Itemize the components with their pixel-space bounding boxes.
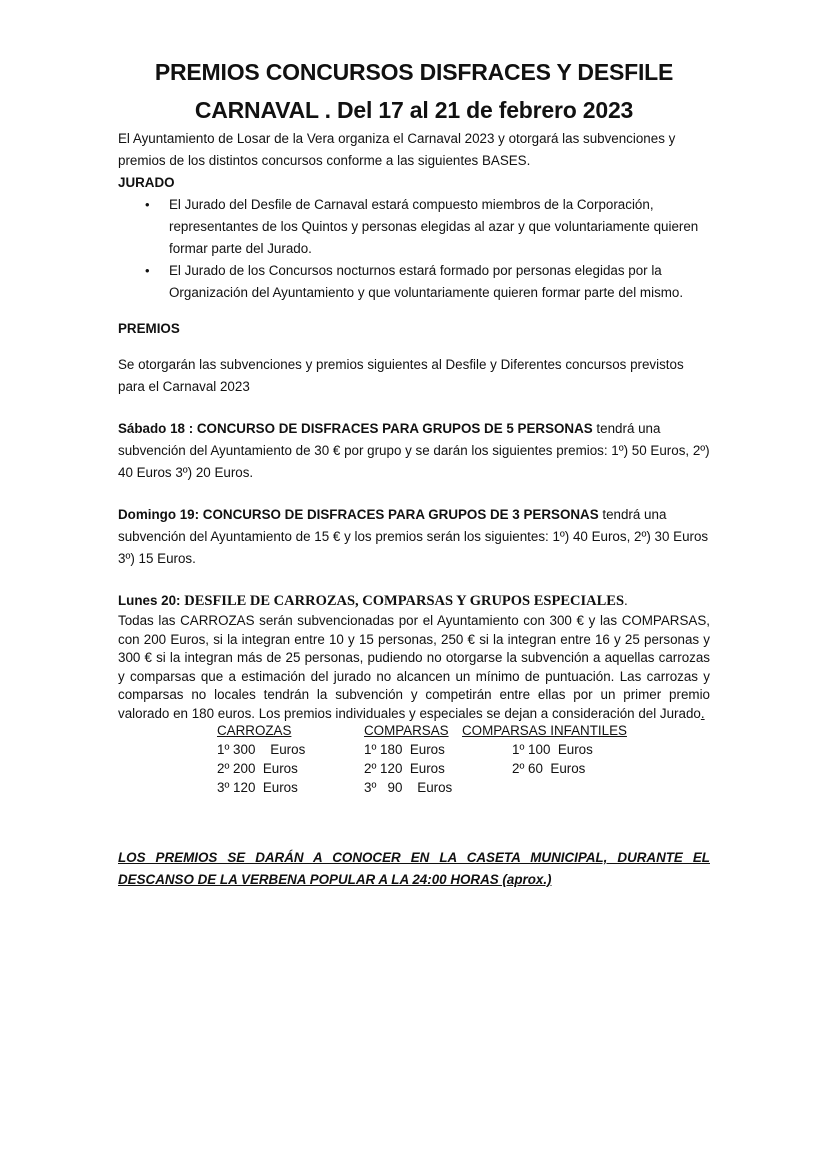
domingo-contest [118,504,710,570]
document-page [118,0,710,891]
jurado-item: • El Jurado de los Concursos nocturnos estará formado por personas elegidas por la Organización del Ayuntamiento y que voluntariamente quieren formar parte del mismo. [118,260,710,304]
intro-paragraph: El Ayuntamiento de Losar de la Vera organiza el Carnaval 2023 y otorgará las subvenciones y premios de los distintos concursos conforme a las siguientes BASES. [118,131,676,168]
comparsas-prize: 3º 90 Euros [364,780,453,795]
jurado-item: • El Jurado del Desfile de Carnaval estará compuesto miembros de la Corporación, representantes de los Quintos y personas elegidas al azar y que voluntariamente quieren formar parte del Jurado. [118,194,710,260]
infantiles-header: COMPARSAS INFANTILES [462,723,627,738]
lunes-paragraph: Todas las CARROZAS serán subvencionadas por el Ayuntamiento con 300 € y las COMPARSAS, con 200 Euros, si la integran entre 10 y 15 personas, 250 € si la integran entre 16 y 25 personas y 300 € si la integran más de 25 personas, pudiendo no otorgarse la subvención a aquellas carrozas y comparsas que a estimación del jurado no alcancen un mínimo de puntuación. Las carrozas y comparsas no locales tendrán la subvención y competirán entre ellas por un primer premio valorado en 180 euros. Los premios individuales y especiales se dejan a consideración del Jurado. [118,613,710,721]
lunes-day: Lunes 20: [118,593,185,608]
carrozas-header: CARROZAS [217,723,292,738]
sabado-text: tendrá una subvención del Ayuntamiento de 30 € por grupo y se darán los siguientes premios: 1º) 50 Euros, 2º) 40 Euros 3º) 20 Euros. [118,421,710,480]
domingo-text: tendrá una subvención del Ayuntamiento de 15 € y los premios serán los siguientes: 1º) 40 Euros, 2º) 30 Euros 3º) 15 Euros. [118,507,709,566]
carrozas-prize: 1º 300 Euros [217,742,306,757]
jurado-heading: JURADO [118,175,175,190]
sabado-contest [118,418,710,484]
prizes-table [118,723,710,795]
lunes-heading: Lunes 20: DESFILE DE CARROZAS, COMPARSAS Y GRUPOS ESPECIALES. [118,593,628,609]
bullet-icon: • [145,263,150,278]
carrozas-prize: 2º 200 Euros [217,761,298,776]
carrozas-prize: 3º 120 Euros [217,780,298,795]
comparsas-header: COMPARSAS [364,723,449,738]
comparsas-prize: 1º 180 Euros [364,742,445,757]
infantiles-prize: 1º 100 Euros [512,742,593,757]
sabado-heading: Sábado 18 : CONCURSO DE DISFRACES PARA GRUPOS DE 5 PERSONAS [118,421,593,436]
final-notice: LOS PREMIOS SE DARÁN A CONOCER EN LA CASETA MUNICIPAL, DURANTE EL DESCANSO DE LA VERBENA POPULAR A LA 24:00 HORAS (aprox.) [118,850,710,887]
premios-intro: Se otorgarán las subvenciones y premios siguientes al Desfile y Diferentes concursos previstos para el Carnaval 2023 [118,357,684,394]
domingo-heading: Domingo 19: CONCURSO DE DISFRACES PARA GRUPOS DE 3 PERSONAS [118,507,599,522]
premios-heading: PREMIOS [118,321,180,336]
bullet-icon: • [145,197,150,212]
comparsas-prize: 2º 120 Euros [364,761,445,776]
jurado-list [118,194,710,304]
infantiles-prize: 2º 60 Euros [512,761,586,776]
document-title-line-2: CARNAVAL . Del 17 al 21 de febrero 2023 [194,97,634,123]
lunes-title: DESFILE DE CARROZAS, COMPARSAS Y GRUPOS ESPECIALES [184,593,625,609]
lunes-text: Todas las CARROZAS serán subvencionadas por el Ayuntamiento con 300 € y las COMPARSAS, con 200 Euros, si la integran entre 10 y 15 personas, 250 € si la integran entre 16 y 25 personas y 300 € si la integran más de 25 personas, pudiendo no otorgarse la subvención a aquellas carrozas y comparsas que a estimación del jurado no alcancen un mínimo de puntuación. Las carrozas y comparsas no locales tendrán la subvención y competirán entre ellas por un primer premio valorado en 180 euros. Los premios individuales y especiales se dejan a consideración del Jurado [118,613,710,721]
document-title-line-1: PREMIOS CONCURSOS DISFRACES Y DESFILE [154,59,674,85]
